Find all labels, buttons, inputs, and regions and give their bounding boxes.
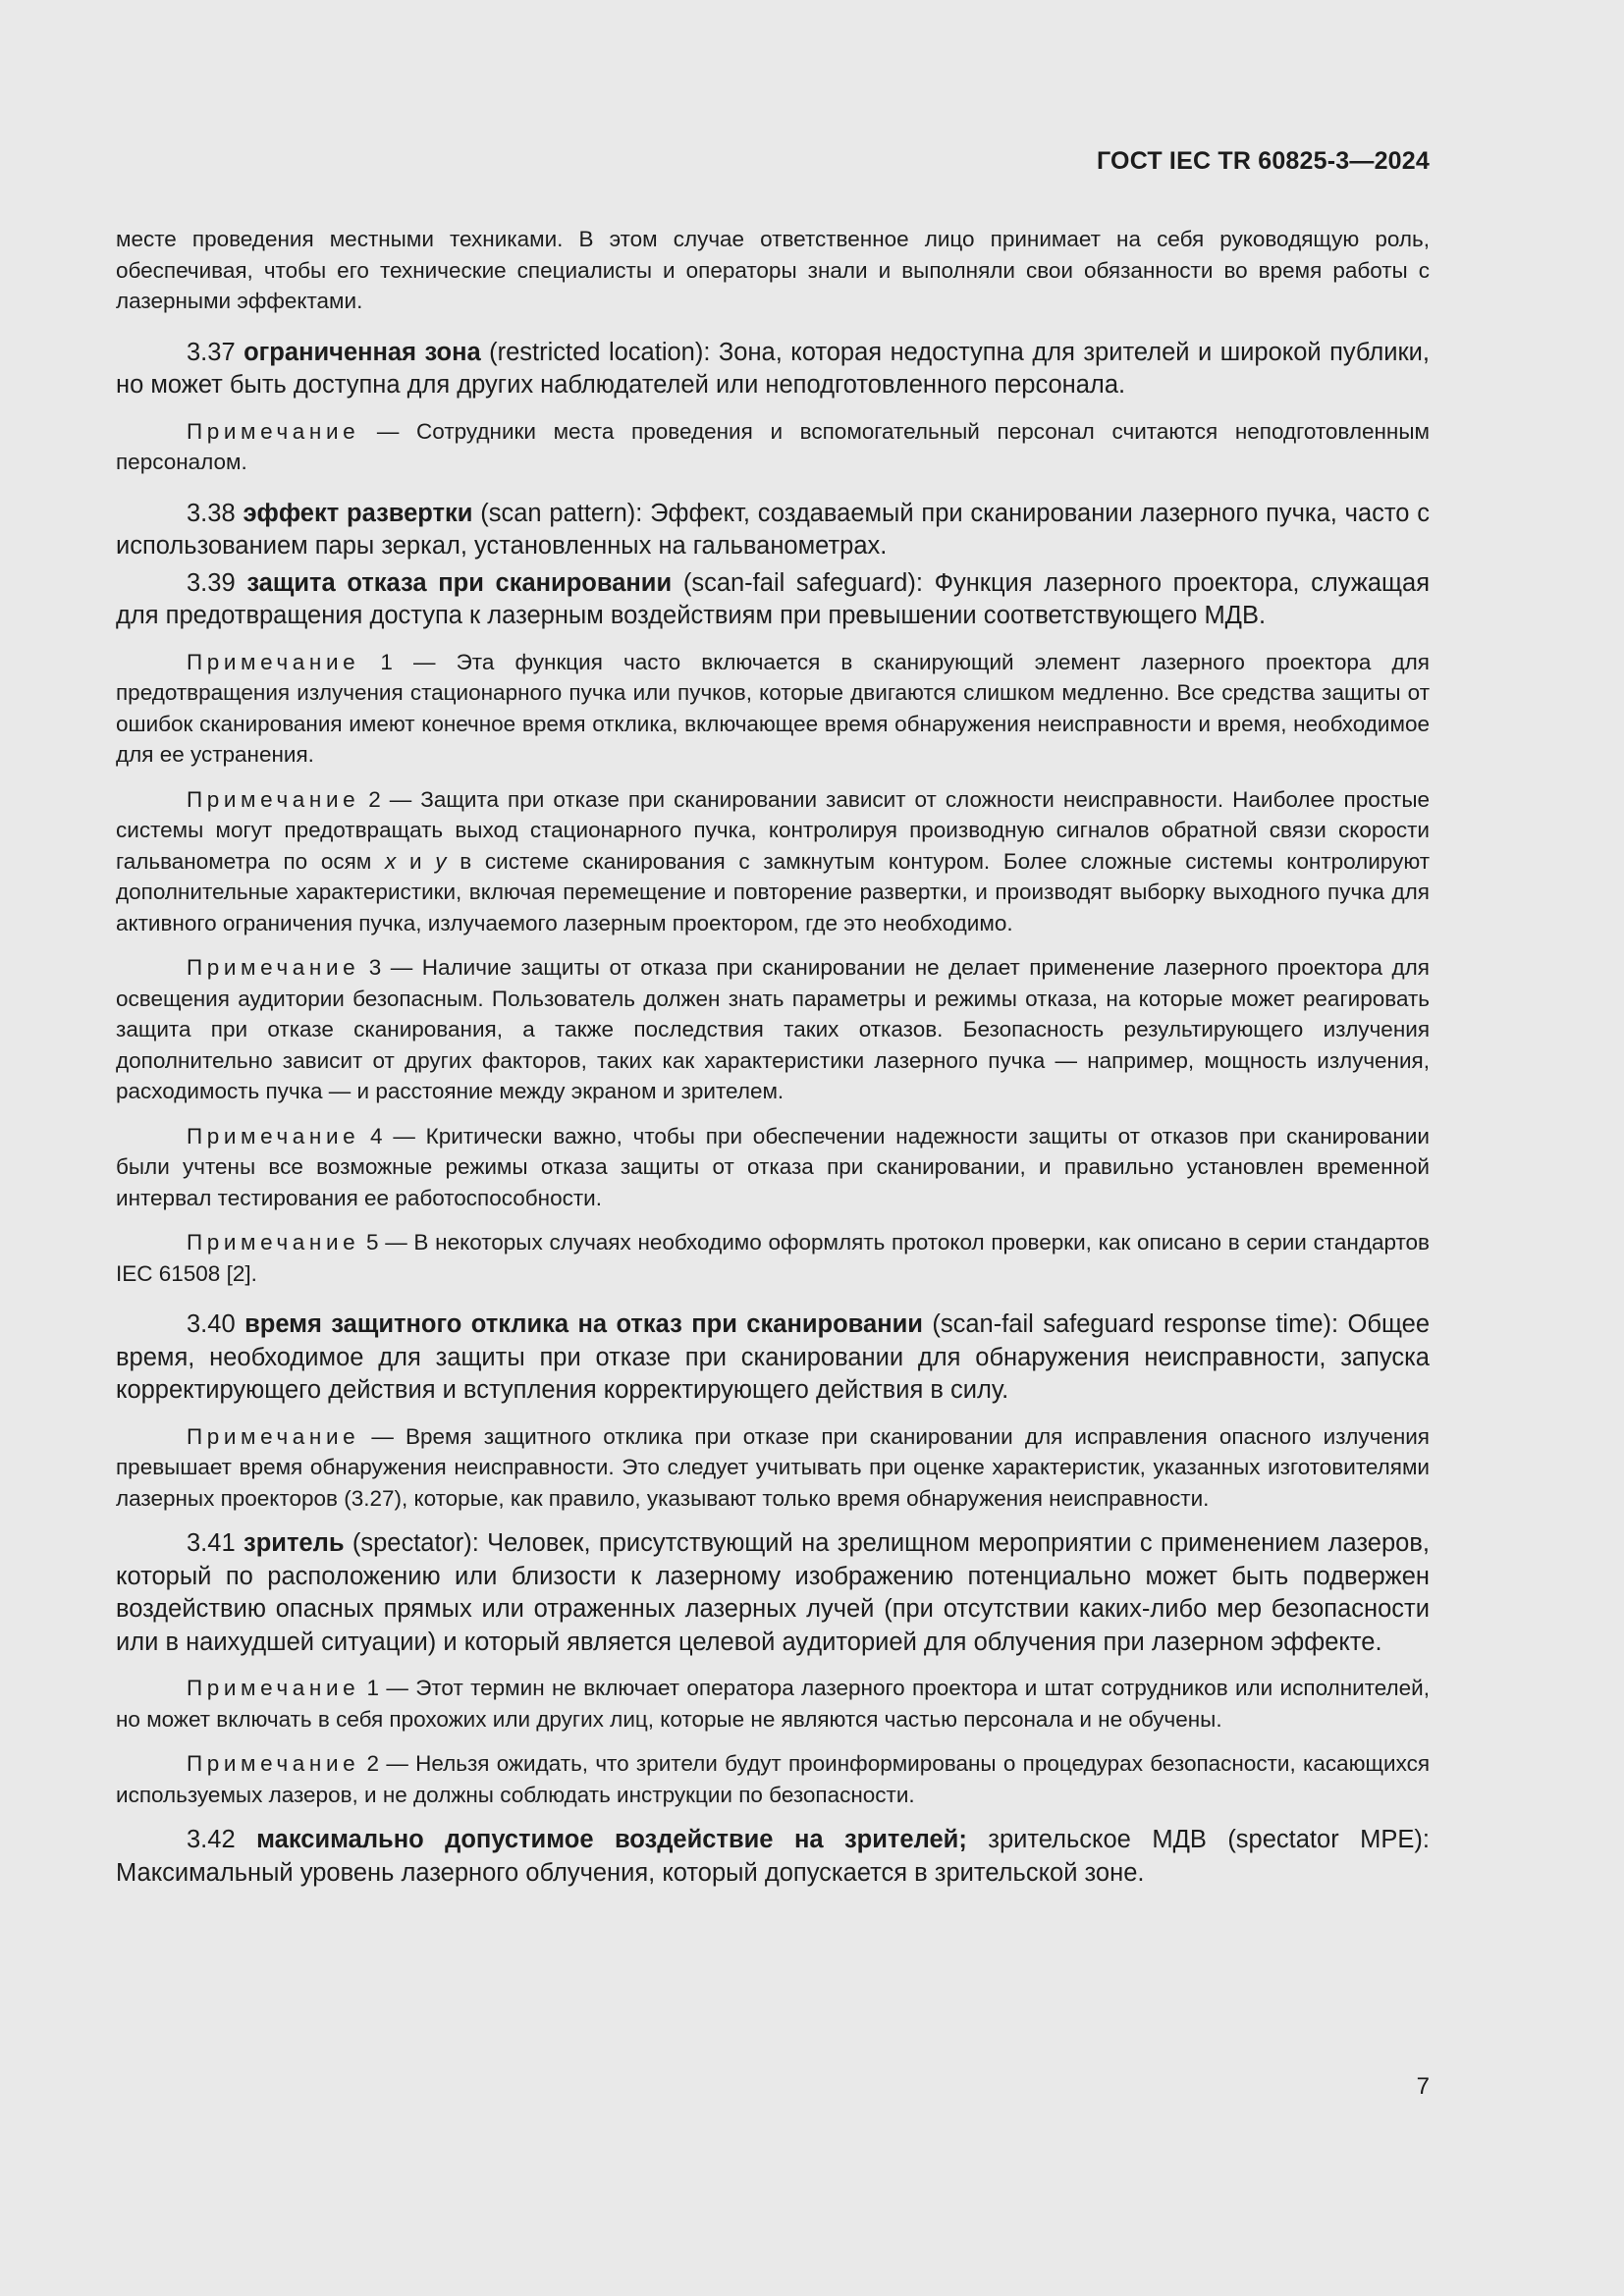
note-text: — Время защитного отклика при отказе при сканировании для исправления опасного излучения превышает время обнаружения неисправности. Это следует учитывать при оценке характеристик, указанных изготовителями лазерных проекторов (3.27), которые, как правило, указывают только время обнаружения неисправности. [116, 1423, 1430, 1511]
note-3-41-1 [116, 1673, 1430, 1735]
note-text: 3 — Наличие защиты от отказа при сканировании не делает применение лазерного проектора для освещения аудитории безопасным. Пользователь должен знать параметры и режимы отказа, на которые может реагировать защита при отказе сканирования, а также последствия таких отказов. Безопасность результирующего излучения дополнительно зависит от других факторов, таких как характеристики лазерного пучка — например, мощность излучения, расходимость пучка — и расстояние между экраном и зрителем. [116, 955, 1430, 1103]
term-3-41 [116, 1527, 1430, 1659]
term-definition: (restricted location): Зона, которая недоступна для зрителей и широкой публики, но может быть доступна для других наблюдателей или неподготовленного персонала. [116, 338, 1431, 399]
term-definition: (spectator): Человек, присутствующий на зрелищном мероприятии с применением лазеров, который по расположению или близости к лазерному изображению потенциально может быть подвержен воздействию опасных прямых или отраженных лазерных лучей (при отсутствии каких-либо мер безопасности или в наихудшей ситуации) и который является целевой аудиторией для облучения при лазерном эффекте. [116, 1529, 1430, 1656]
term-definition: зрительское МДВ (spectator MPE): Максимальный уровень лазерного облучения, который допускается в зрительской зоне. [116, 1826, 1431, 1887]
term-name: защита отказа при сканировании [246, 568, 673, 597]
term-number: 3.39 [187, 568, 236, 597]
note-3-41-2 [116, 1748, 1430, 1810]
term-number: 3.40 [187, 1310, 236, 1338]
note-label: Примечание [187, 1423, 360, 1449]
term-name: максимально допустимое воздействие на зрителей; [256, 1826, 967, 1853]
paragraph-intro: месте проведения местными техниками. В этом случае ответственное лицо принимает на себя руководящую роль, обеспечивая, чтобы его технические специалисты и операторы знали и выполняли свои обязанности во время работы с лазерными эффектами. [116, 227, 1430, 313]
note-label: Примечание [187, 418, 360, 444]
term-3-40 [116, 1308, 1430, 1408]
note-text-and: и [396, 848, 436, 874]
note-3-39-3 [116, 952, 1430, 1107]
note-label: Примечание [187, 649, 360, 674]
note-3-40 [116, 1421, 1430, 1515]
note-text: 4 — Критически важно, чтобы при обеспечении надежности защиты от отказов при сканировании были учтены все возможные режимы отказа защиты от отказа при сканировании, и правильно установлен временной интервал тестирования ее работоспособности. [116, 1123, 1430, 1210]
note-label: Примечание [187, 1123, 360, 1148]
note-label: Примечание [187, 786, 360, 812]
term-name: эффект развертки [243, 499, 473, 527]
document-body [116, 224, 1430, 1890]
note-text: 1 — Этот термин не включает оператора лазерного проектора и штат сотрудников или исполнителей, но может включать в себя прохожих или других лиц, которые не являются частью персонала и не обучены. [116, 1676, 1430, 1732]
note-text: 5 — В некоторых случаях необходимо оформлять протокол проверки, как описано в серии стандартов IEC 61508 [2]. [116, 1230, 1430, 1286]
note-3-37 [116, 416, 1430, 478]
note-text-part-a: 2 — Защита при отказе при сканировании зависит от сложности неисправности. Наиболее простые системы могут предотвращать выход стационарного пучка, контролируя производную сигналов обратной связи скорости гальванометра по осям [116, 786, 1430, 874]
note-label: Примечание [187, 1676, 360, 1700]
note-3-39-2 [116, 784, 1430, 939]
note-label: Примечание [187, 1751, 360, 1776]
term-3-37 [116, 337, 1430, 402]
term-name: зритель [244, 1529, 345, 1557]
note-text: 1 — Эта функция часто включается в сканирующий элемент лазерного проектора для предотвращения излучения стационарного пучка или пучков, которые двигаются слишком медленно. Все средства защиты от ошибок сканирования имеют конечное время отклика, включающее время обнаружения неисправности и время, необходимое для ее устранения. [116, 649, 1430, 767]
note-label: Примечание [187, 955, 360, 980]
term-definition: (scan-fail safeguard response time): Общее время, необходимое для защиты при отказе при сканировании для обнаружения неисправности, запуска корректирующего действия и вступления корректирующего действия в силу. [116, 1310, 1431, 1404]
note-text: 2 — Нельзя ожидать, что зрители будут проинформированы о процедурах безопасности, касающихся используемых лазеров, и не должны соблюдать инструкции по безопасности. [116, 1751, 1430, 1807]
term-3-38 [116, 498, 1430, 563]
note-text-part-b: в системе сканирования с замкнутым контуром. Более сложные системы контролируют дополнительные характеристики, включая перемещение и повторение развертки, и производят выборку выходного пучка для активного ограничения пучка, излучаемого лазерным проектором, где это необходимо. [116, 848, 1431, 935]
note-3-39-4 [116, 1121, 1430, 1214]
term-name: время защитного отклика на отказ при сканировании [244, 1310, 923, 1338]
note-text: — Сотрудники места проведения и вспомогательный персонал считаются неподготовленным персоналом. [116, 418, 1430, 474]
axis-variable-x: x [385, 848, 397, 874]
term-number: 3.38 [187, 499, 236, 527]
page-number: 7 [1416, 2073, 1430, 2100]
term-name: ограниченная зона [244, 338, 481, 366]
note-3-39-1 [116, 647, 1430, 771]
term-definition: (scan-fail safeguard): Функция лазерного проектора, служащая для предотвращения доступа к лазерным воздействиям при превышении соответствующего МДВ. [116, 568, 1431, 629]
note-label: Примечание [187, 1230, 360, 1255]
term-number: 3.42 [187, 1826, 236, 1853]
term-number: 3.41 [187, 1529, 236, 1557]
document-header: ГОСТ IEC TR 60825-3—2024 [1097, 147, 1430, 175]
note-3-39-5 [116, 1227, 1430, 1289]
term-definition: (scan pattern): Эффект, создаваемый при сканировании лазерного пучка, часто с использованием пары зеркал, установленных на гальванометрах. [116, 499, 1431, 560]
axis-variable-y: y [435, 848, 447, 874]
term-3-42 [116, 1824, 1430, 1890]
term-number: 3.37 [187, 338, 236, 366]
term-3-39 [116, 567, 1430, 633]
